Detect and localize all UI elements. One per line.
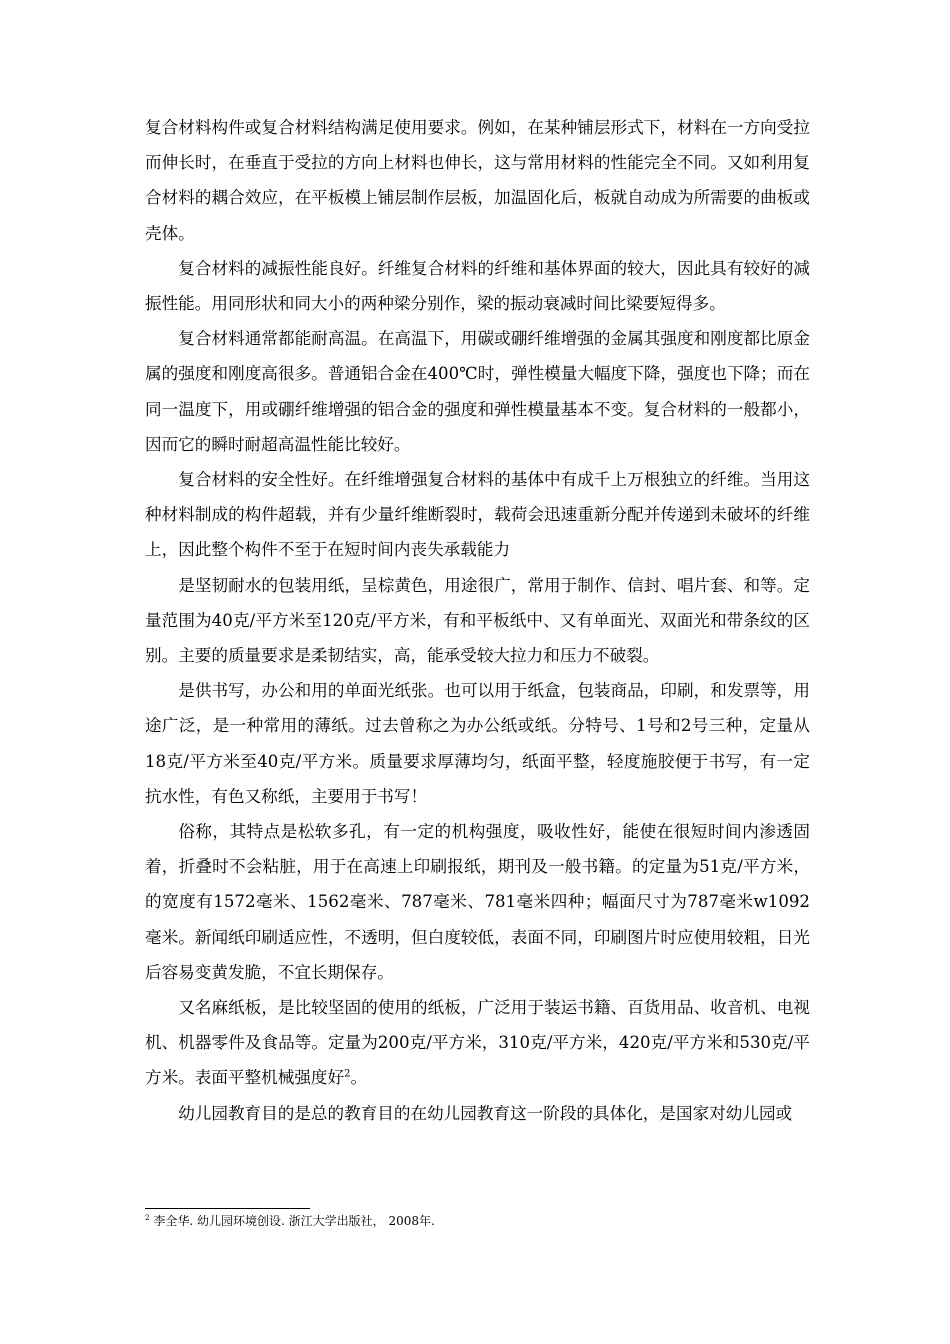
paragraph-9: 幼儿园教育目的是总的教育目的在幼儿园教育这一阶段的具体化，是国家对幼儿园或 bbox=[178, 1103, 793, 1123]
paragraph-1: 复合材料构件或复合材料结构满足使用要求。例如，在某种铺层形式下，材料在一方向受拉而伸长时，在垂直于受拉的方向上材料也伸长，这与常用材料的性能完全不同。又如利用复合材料的耦合效应，在平板模上铺层制作层板，加温固化后，板就自动成为所需要的曲板或壳体。 bbox=[145, 118, 810, 243]
paragraph-8: 又名麻纸板，是比较坚固的使用的纸板，广泛用于装运书籍、百货用品、收音机、电视机、机器零件及食品等。定量为200克/平方米，310克/平方米，420克/平方米和530克/平方米。表面平整机械强度好$^2$。 bbox=[145, 998, 810, 1088]
paragraph-3: 复合材料通常都能耐高温。在高温下，用碳或硼纤维增强的金属其强度和刚度都比原金属的强度和刚度高很多。普通铝合金在400℃时，弹性模量大幅度下降，强度也下降；而在同一温度下，用或硼纤维增强的铝合金的强度和弹性模量基本不变。复合材料的一般都小，因而它的瞬时耐超高温性能比较好。 bbox=[145, 329, 810, 454]
footnote-mark: 2 bbox=[145, 1213, 150, 1222]
paragraph-2: 复合材料的减振性能良好。纤维复合材料的纤维和基体界面的较大，因此具有较好的减振性能。用同形状和同大小的两种梁分别作，梁的振动衰减时间比梁要短得多。 bbox=[145, 258, 810, 314]
paragraph-4: 复合材料的安全性好。在纤维增强复合材料的基体中有成千上万根独立的纤维。当用这种材料制成的构件超载，并有少量纤维断裂时，载荷会迅速重新分配并传递到未破坏的纤维上，因此整个构件不至于在短时间内丧失承载能力 bbox=[145, 470, 810, 560]
footnote-reference[interactable]: 2 bbox=[344, 1068, 351, 1080]
paragraph-5: 是坚韧耐水的包装用纸，呈棕黄色，用途很广，常用于制作、信封、唱片套、和等。定量范围为40克/平方米至120克/平方米，有和平板纸中、又有单面光、双面光和带条纹的区别。主要的质量要求是柔韧结实，高，能承受较大拉力和压力不破裂。 bbox=[145, 575, 810, 666]
paragraph-6: 是供书写，办公和用的单面光纸张。也可以用于纸盒，包装商品，印刷，和发票等，用途广泛，是一种常用的薄纸。过去曾称之为办公纸或纸。分特号、1号和2号三种，定量从18克/平方米至40克/平方米。质量要求厚薄均匀，纸面平整，轻度施胶便于书写，有一定抗水性，有色又称纸，主要用于书写！ bbox=[145, 681, 810, 806]
footnote-text: 李全华. 幼儿园环境创设. 浙江大学出版社， 2008年. bbox=[153, 1214, 435, 1228]
footnote-divider bbox=[145, 1208, 310, 1209]
footnote bbox=[145, 1213, 810, 1229]
body-text bbox=[145, 110, 810, 1131]
paragraph-8-text: 又名麻纸板，是比较坚固的使用的纸板，广泛用于装运书籍、百货用品、收音机、电视机、机器零件及食品等。定量为200克/平方米，310克/平方米，420克/平方米和530克/平方米。表面平整机械强度好 bbox=[145, 998, 810, 1088]
paragraph-7: 俗称，其特点是松软多孔，有一定的机构强度，吸收性好，能使在很短时间内渗透固着，折叠时不会粘脏，用于在高速上印刷报纸，期刊及一般书籍。的定量为51克/平方米，的宽度有1572毫米、1562毫米、787毫米、781毫米四种；幅面尺寸为787毫米w1092毫米。新闻纸印刷适应性，不透明，但白度较低，表面不同，印刷图片时应使用较粗，日光后容易变黄发脆，不宜长期保存。 bbox=[145, 822, 810, 982]
